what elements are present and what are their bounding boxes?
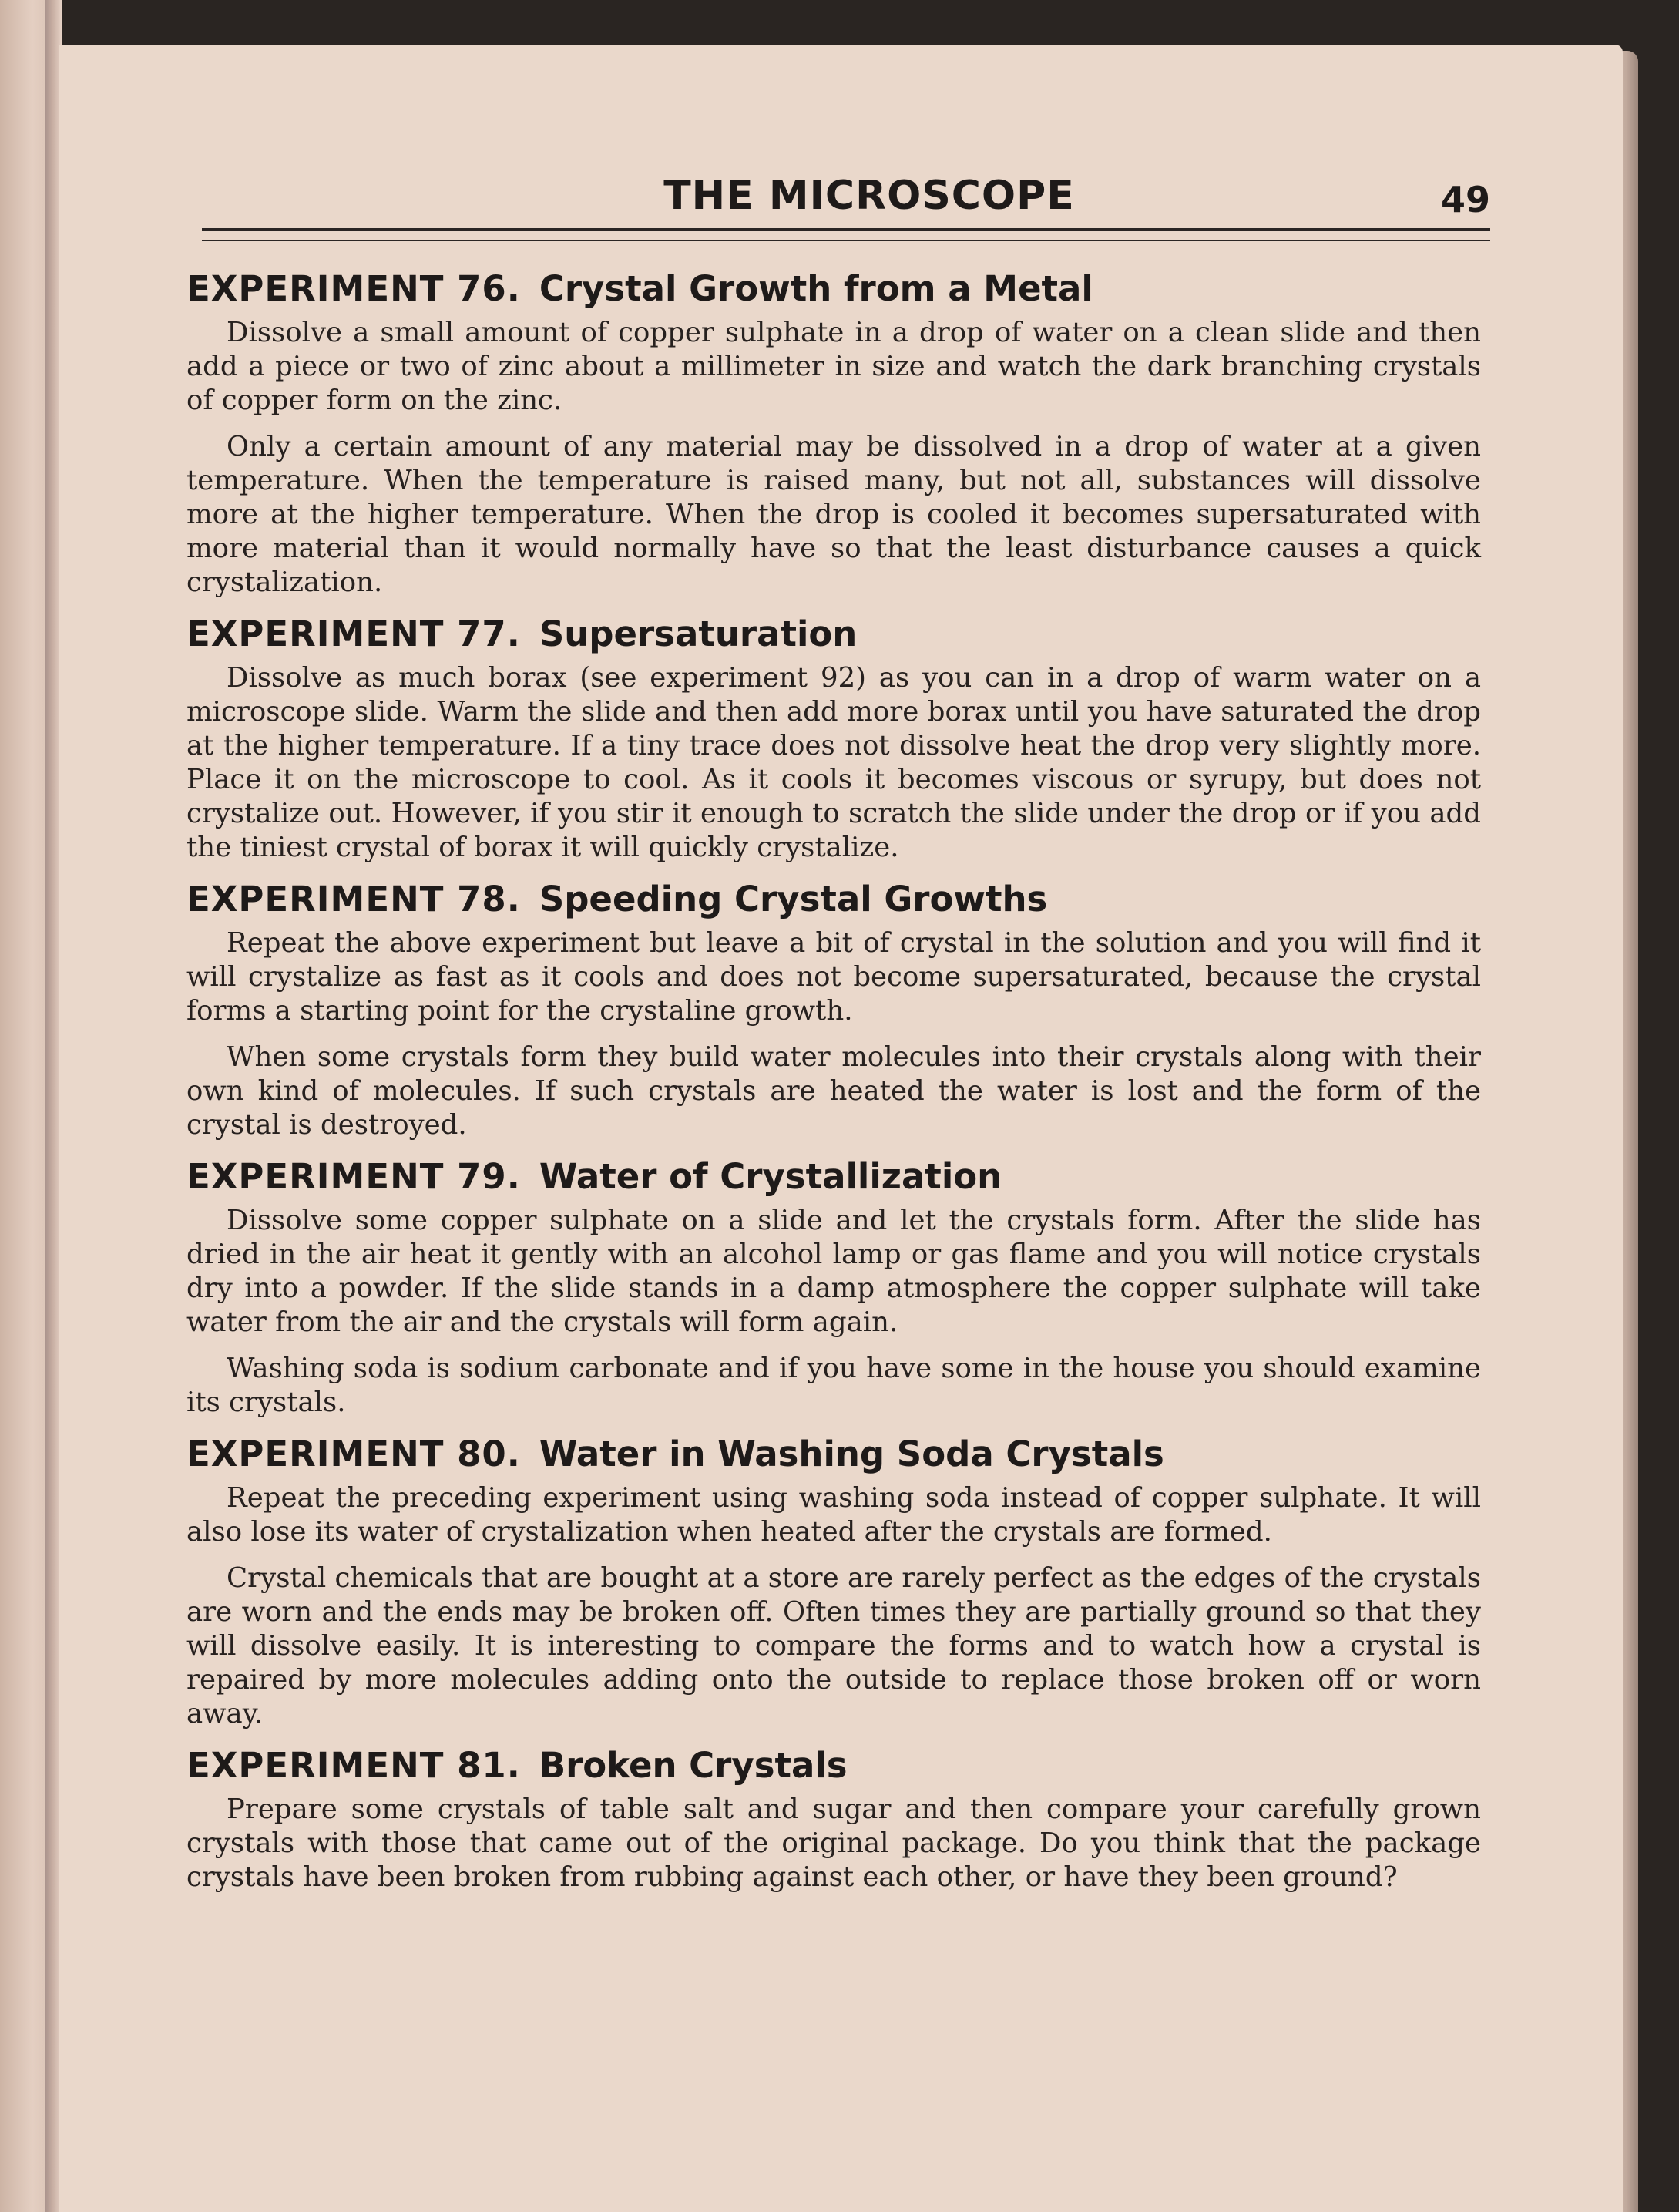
experiment-title: Broken Crystals	[539, 1745, 848, 1786]
experiment-number: EXPERIMENT 81.	[186, 1745, 521, 1786]
experiment-title: Speeding Crystal Growths	[539, 879, 1048, 919]
experiment-number: EXPERIMENT 80.	[186, 1434, 521, 1474]
experiment-number: EXPERIMENT 78.	[186, 879, 521, 919]
paragraph: Repeat the above experiment but leave a bit of crystal in the solution and you will find it will crystalize as fast as it cools and does not become supersaturated, because the crystal forms a starting point for the crystaline growth.	[186, 927, 1481, 1027]
paragraph: Dissolve some copper sulphate on a slide and let the crystals form. After the slide has dried in the air heat it gently with an alcohol lamp or gas flame and you will notice crystals dry into a powder. If the slide stands in a damp atmosphere the copper sulphate will take water from the air and the crystals will form again.	[186, 1205, 1481, 1338]
experiment-78	[186, 877, 1481, 1142]
page-number: 49	[1440, 179, 1490, 220]
paragraph: Only a certain amount of any material may be dissolved in a drop of water at a given temperature. When the temperature is raised many, but not all, substances will dissolve more at the higher temperature. When the drop is cooled it becomes supersaturated with more material than it would normally have so that the least disturbance causes a quick crystalization.	[186, 431, 1481, 598]
page-header	[207, 168, 1490, 225]
experiment-heading	[186, 612, 1481, 657]
running-title: THE MICROSCOPE	[663, 173, 1075, 219]
paragraph: Dissolve as much borax (see experiment 92) as you can in a drop of warm water on a microscope slide. Warm the slide and then add more borax until you have saturated the drop at the higher temperature. If a tiny trace does not dissolve heat the drop very slightly more. Place it on the microscope to cool. As it cools it becomes viscous or syrupy, but does not crystalize out. However, if you stir it enough to scratch the slide under the drop or if you add the tiniest crystal of borax it will quickly crystalize.	[186, 662, 1481, 863]
experiment-title: Water in Washing Soda Crystals	[539, 1434, 1164, 1474]
experiment-79	[186, 1155, 1481, 1420]
experiment-number: EXPERIMENT 79.	[186, 1156, 521, 1197]
page-body	[186, 267, 1481, 1907]
paragraph: Repeat the preceding experiment using washing soda instead of copper sulphate. It will also lose its water of crystalization when heated after the crystals are formed.	[186, 1482, 1481, 1548]
experiment-80	[186, 1432, 1481, 1731]
paragraph: Dissolve a small amount of copper sulphate in a drop of water on a clean slide and then add a piece or two of zinc about a millimeter in size and watch the dark branching crystals of copper form on the zinc.	[186, 317, 1481, 416]
experiment-title: Water of Crystallization	[539, 1156, 1002, 1197]
experiment-title: Crystal Growth from a Metal	[539, 268, 1093, 309]
experiment-heading	[186, 267, 1481, 311]
paragraph: Crystal chemicals that are bought at a store are rarely perfect as the edges of the crystals are worn and the ends may be broken off. Often times they are partially ground so that they will dissolve easily. It is interesting to compare the forms and to watch how a crystal is repaired by more molecules adding onto the outside to replace those broken off or worn away.	[186, 1562, 1481, 1730]
experiment-heading	[186, 1432, 1481, 1477]
paragraph: When some crystals form they build water molecules into their crystals along with their own kind of molecules. If such crystals are heated the water is lost and the form of the crystal is destroyed.	[186, 1041, 1481, 1141]
experiment-76	[186, 267, 1481, 600]
paragraph: Prepare some crystals of table salt and sugar and then compare your carefully grown crystals with those that came out of the original package. Do you think that the package crystals have been broken from rubbing against each other, or have they been ground?	[186, 1793, 1481, 1893]
header-rule-thin	[202, 240, 1490, 241]
experiment-number: EXPERIMENT 76.	[186, 268, 521, 309]
experiment-heading	[186, 877, 1481, 922]
experiment-title: Supersaturation	[539, 614, 858, 654]
header-rule-thick	[202, 228, 1490, 231]
experiment-heading	[186, 1155, 1481, 1199]
experiment-number: EXPERIMENT 77.	[186, 614, 521, 654]
experiment-81	[186, 1743, 1481, 1894]
experiment-77	[186, 612, 1481, 865]
paragraph: Washing soda is sodium carbonate and if you have some in the house you should examine its crystals.	[186, 1353, 1481, 1418]
experiment-heading	[186, 1743, 1481, 1788]
